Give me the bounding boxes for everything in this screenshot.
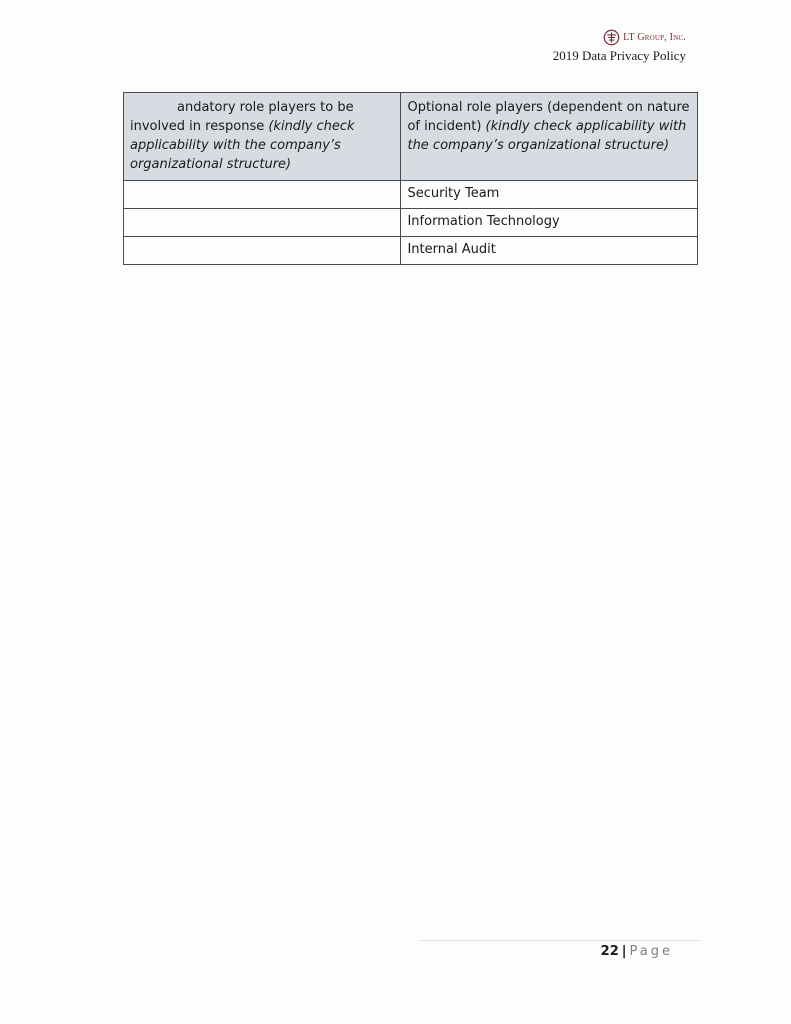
table-header-row xyxy=(124,93,698,181)
company-logo xyxy=(553,28,686,46)
mandatory-roles-header xyxy=(124,93,401,181)
page-label: Page xyxy=(629,944,673,959)
company-name: LT Group, Inc. xyxy=(623,31,686,43)
lt-group-logo-icon xyxy=(603,29,620,46)
footer-divider xyxy=(420,940,700,941)
optional-cell: Information Technology xyxy=(401,209,698,237)
mandatory-header-text: andatory role players to be involved in response xyxy=(130,100,354,134)
mandatory-cell xyxy=(124,237,401,265)
page-number: 22 xyxy=(600,944,619,959)
page-separator: | xyxy=(621,944,627,959)
document-title: 2019 Data Privacy Policy xyxy=(552,48,686,63)
mandatory-header-note: (kindly check applicability with the company’s organizational structure) xyxy=(130,119,355,172)
optional-header-note: (kindly check applicability with the company’s organizational structure) xyxy=(407,119,687,153)
page-header xyxy=(553,28,686,64)
optional-cell: Internal Audit xyxy=(401,237,698,265)
mandatory-cell xyxy=(124,181,401,209)
role-players-table xyxy=(123,92,698,265)
table-row xyxy=(124,209,698,237)
table-row xyxy=(124,181,698,209)
optional-roles-header xyxy=(401,93,698,181)
page-footer xyxy=(601,944,673,959)
optional-header-text: Optional role players (dependent on nature of incident) xyxy=(407,100,690,134)
table-row xyxy=(124,237,698,265)
optional-cell: Security Team xyxy=(401,181,698,209)
mandatory-cell xyxy=(124,209,401,237)
